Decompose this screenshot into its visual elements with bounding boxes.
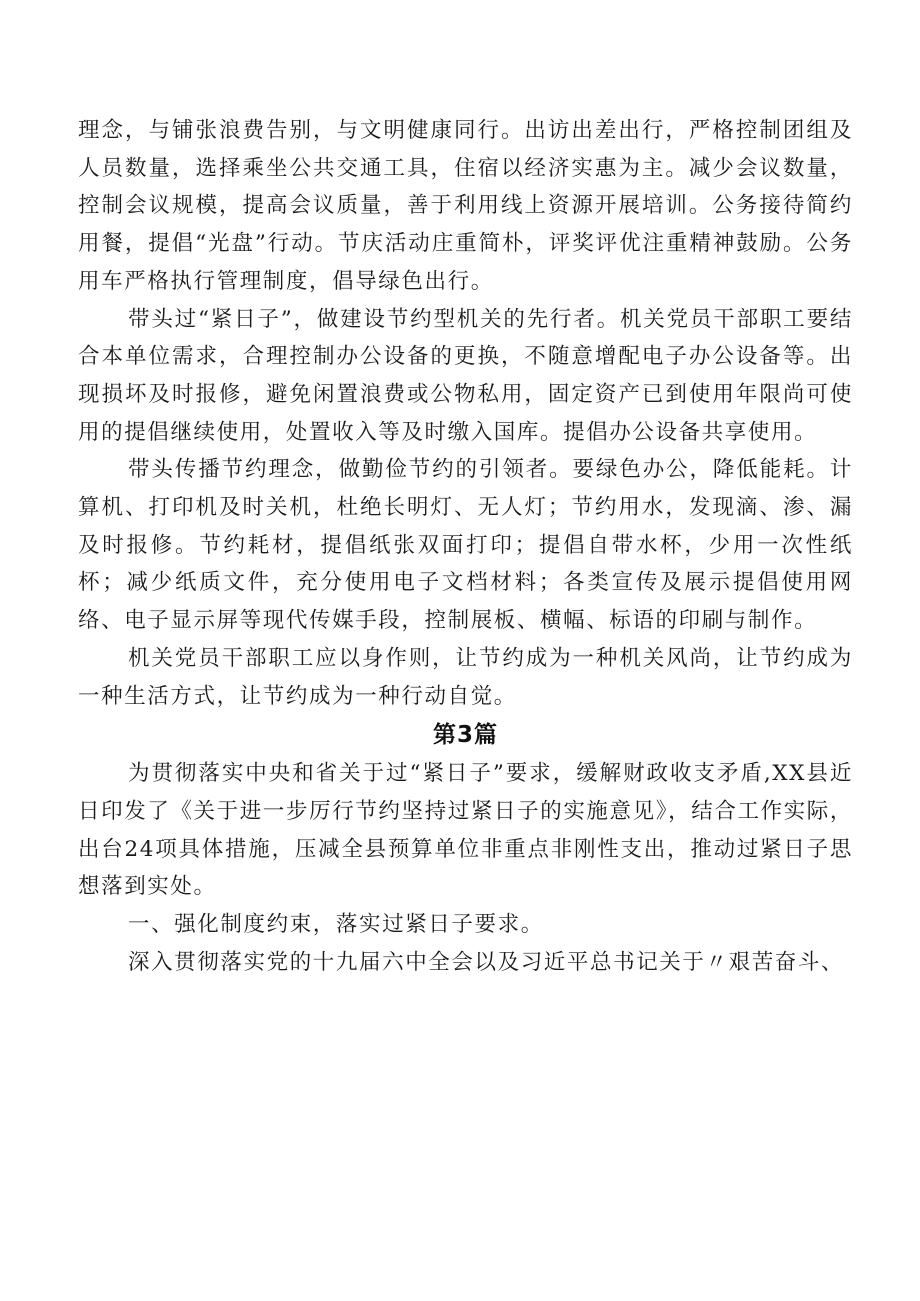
paragraph-county-measures: 为贯彻落实中央和省关于过“紧日子”要求，缓解财政收支矛盾,XX县近日印发了《关于进一步厉行节约坚持过紧日子的实施意见》，结合工作实际，出台24项具体措施，压减全县预算单位非重点非刚性支出，推动过紧日子思想落到实处。 [78, 761, 853, 900]
paragraph-office-equipment: 带头过“紧日子”，做建设节约型机关的先行者。机关党员干部职工要结合本单位需求，合理控制办公设备的更换，不随意增配电子办公设备等。出现损坏及时报修，避免闲置浪费或公物私用，固定资产已到使用年限尚可使用的提倡继续使用，处置收入等及时缴入国库。提倡办公设备共享使用。 [78, 306, 853, 445]
paragraph-lead-by-example: 机关党员干部职工应以身作则，让节约成为一种机关风尚，让节约成为一种生活方式，让节约成为一种行动自觉。 [78, 645, 853, 709]
paragraph-subheading-institutional-constraints: 一、强化制度约束，落实过紧日子要求。 [128, 912, 544, 938]
section-heading: 第3篇 [432, 722, 498, 749]
paragraph-green-office: 带头传播节约理念，做勤俭节约的引领者。要绿色办公，降低能耗。计算机、打印机及时关机，杜绝长明灯、无人灯；节约用水，发现滴、渗、漏及时报修。节约耗材，提倡纸张双面打印；提倡自带水杯，少用一次性纸杯；减少纸质文件，充分使用电子文档材料；各类宣传及展示提倡使用网络、电子显示屏等现代传媒手段，控制展板、横幅、标语的印刷与制作。 [78, 457, 853, 634]
document-page [78, 112, 853, 981]
paragraph-implement-spirit: 深入贯彻落实党的十九届六中全会以及习近平总书记关于〃艰苦奋斗、 [128, 949, 845, 975]
paragraph-frugal-travel-meetings: 理念，与铺张浪费告别，与文明健康同行。出访出差出行，严格控制团组及人员数量，选择乘坐公共交通工具，住宿以经济实惠为主。减少会议数量，控制会议规模，提高会议质量，善于利用线上资源开展培训。公务接待简约用餐，提倡“光盘”行动。节庆活动庄重简朴，评奖评优注重精神鼓励。公务用车严格执行管理制度，倡导绿色出行。 [78, 118, 853, 294]
